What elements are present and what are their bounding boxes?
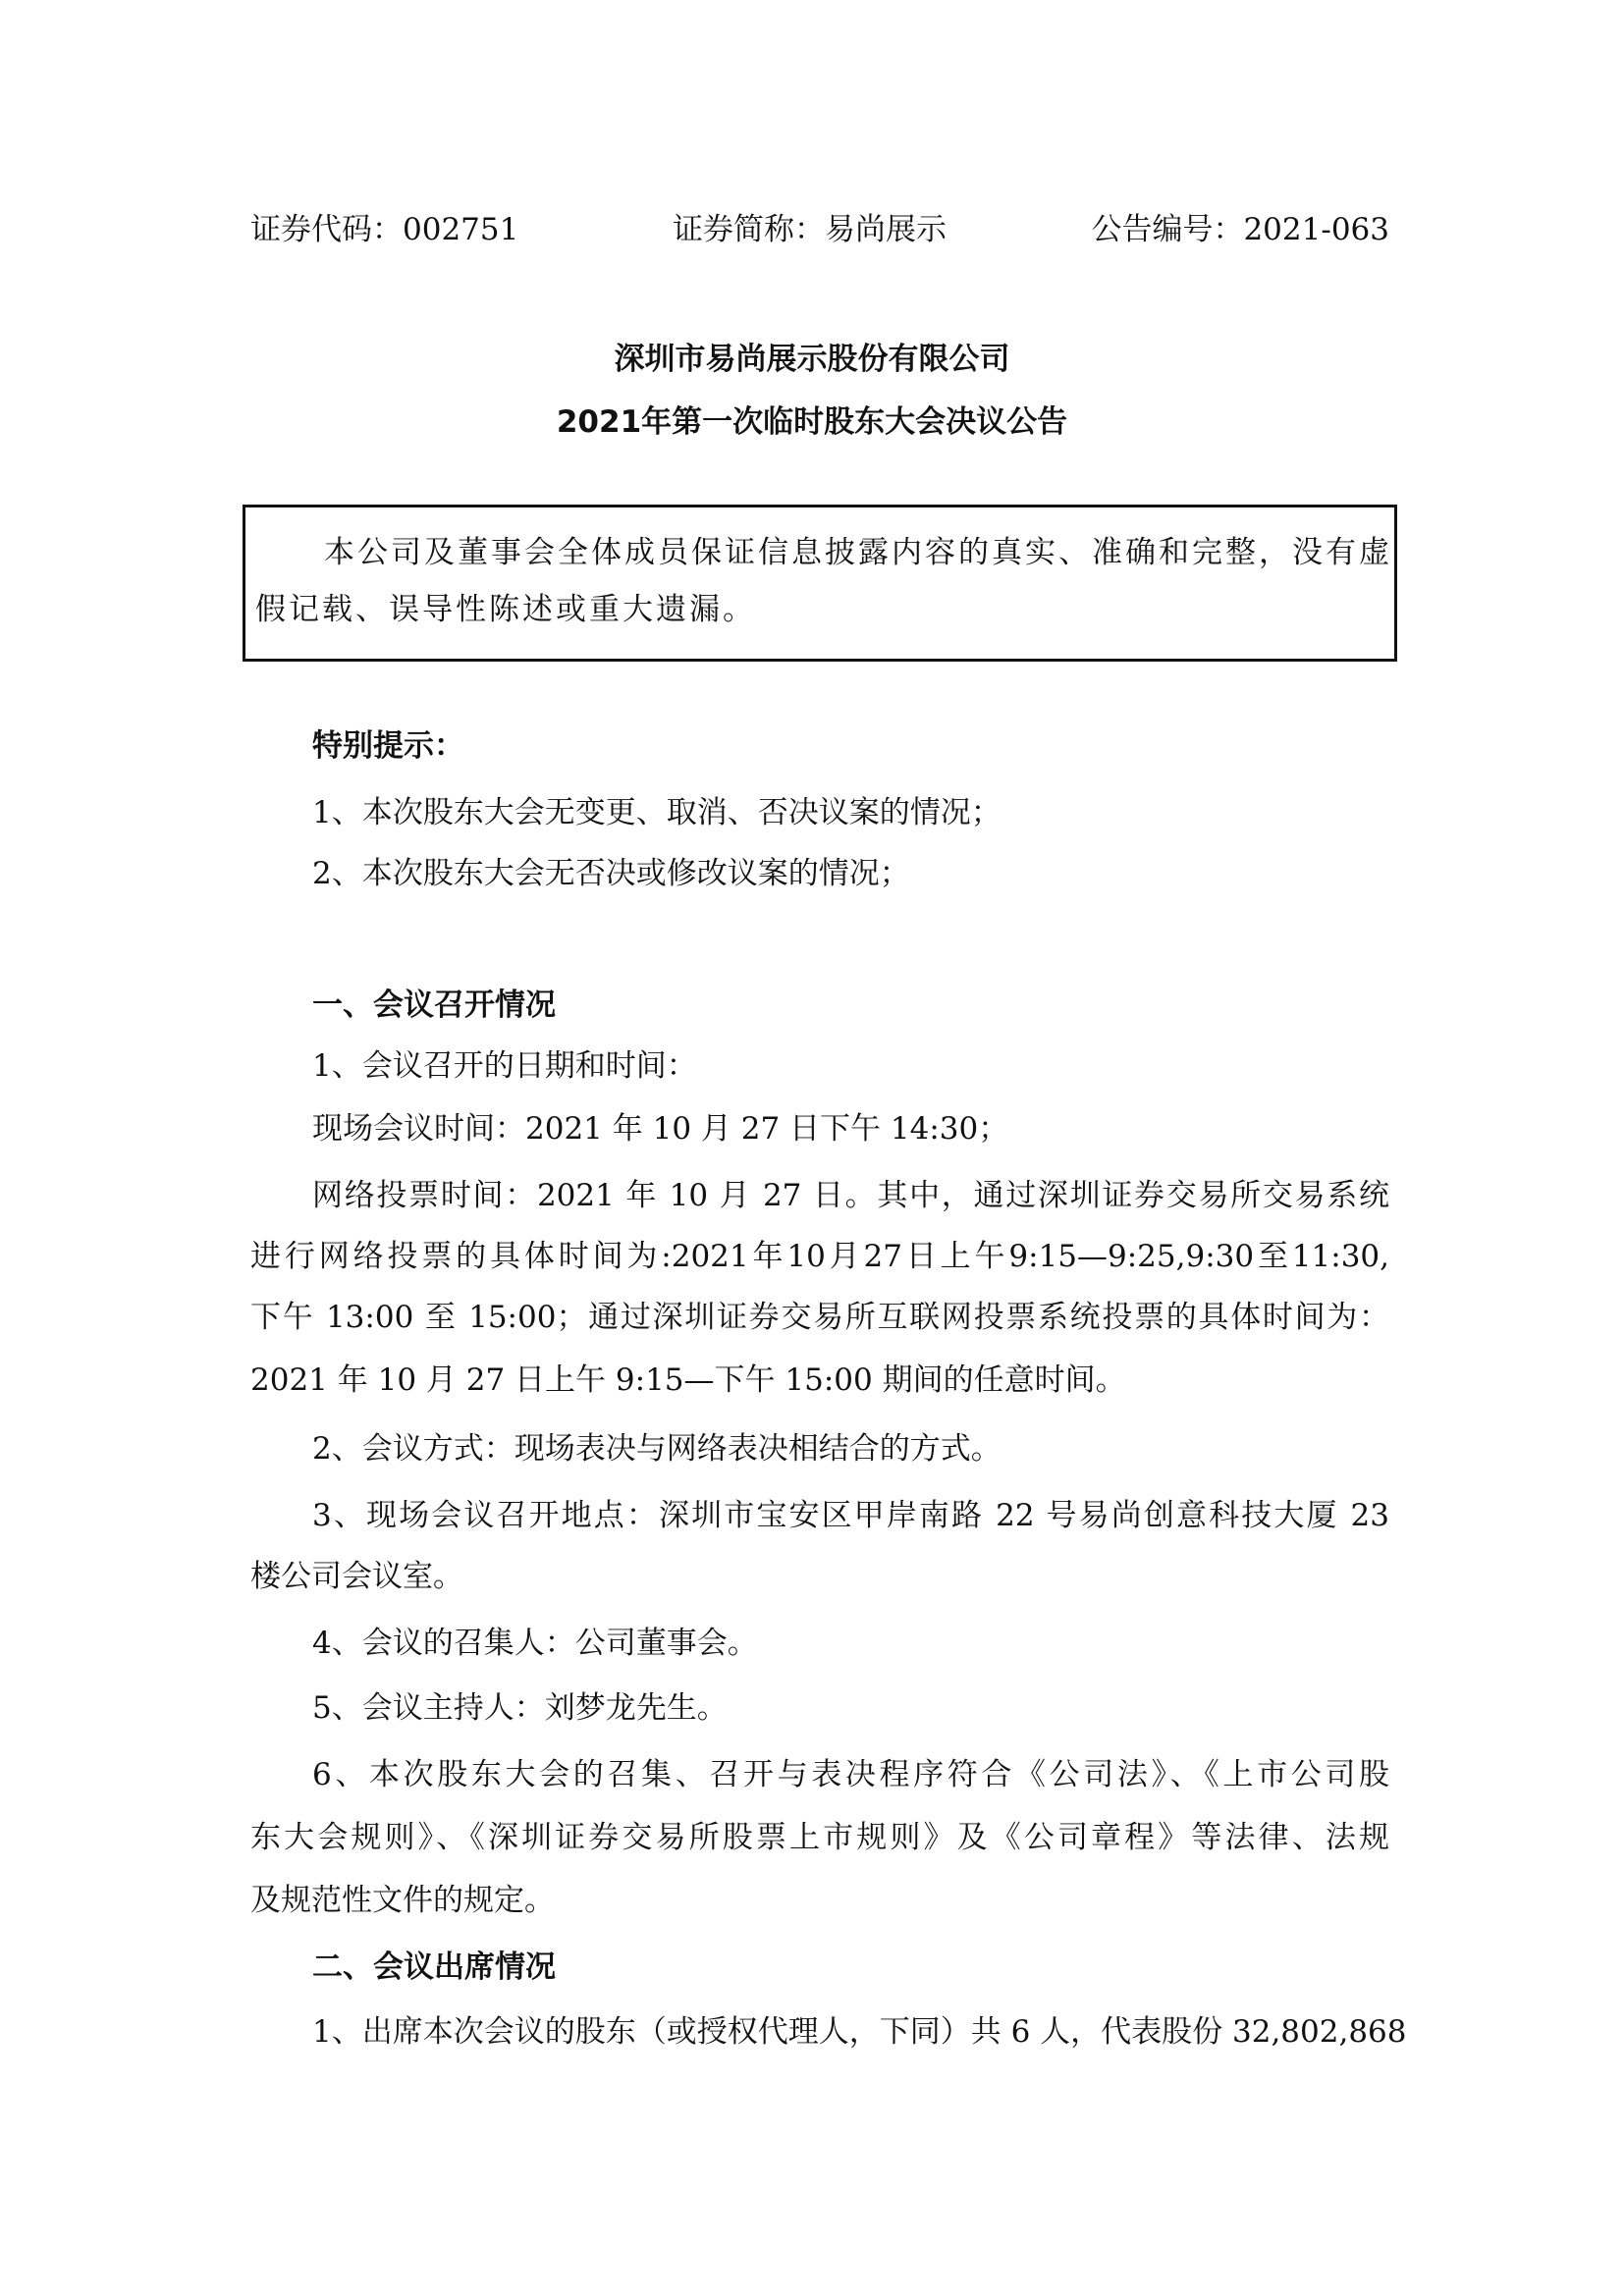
announcement-header bbox=[250, 208, 1389, 251]
meeting-venue-line-2: 楼公司会议室。 bbox=[250, 1559, 463, 1594]
special-notice-item-1: 1、本次股东大会无变更、取消、否决议案的情况； bbox=[312, 795, 1001, 830]
onsite-meeting-time: 现场会议时间：2021 年 10 月 27 日下午 14:30； bbox=[312, 1111, 1009, 1147]
announcement-title: 2021年第一次临时股东大会决议公告 bbox=[556, 404, 1068, 440]
disclaimer-box bbox=[243, 505, 1397, 662]
compliance-line-1: 6、本次股东大会的召集、召开与表决程序符合《公司法》、《上市公司股 bbox=[312, 1757, 1389, 1792]
meeting-convener: 4、会议的召集人：公司董事会。 bbox=[312, 1626, 758, 1661]
disclaimer-line-1: 本公司及董事会全体成员保证信息披露内容的真实、准确和完整，没有虚 bbox=[324, 535, 1392, 570]
compliance-line-2: 东大会规则》、《深圳证券交易所股票上市规则》及《公司章程》等法律、法规 bbox=[250, 1820, 1389, 1855]
stock-code: 证券代码：002751 bbox=[250, 212, 519, 247]
network-voting-line-2: 进行网络投票的具体时间为:2021年10月27日上午9:15—9:25,9:30至11:30, bbox=[250, 1239, 1389, 1274]
meeting-host: 5、会议主持人：刘梦龙先生。 bbox=[312, 1690, 728, 1726]
meeting-method: 2、会议方式：现场表决与网络表决相结合的方式。 bbox=[312, 1431, 1001, 1467]
meeting-venue-line-1: 3、现场会议召开地点：深圳市宝安区甲岸南路 22 号易尚创意科技大厦 23 bbox=[312, 1498, 1389, 1533]
company-name-title: 深圳市易尚展示股份有限公司 bbox=[614, 342, 1010, 377]
attendance-line-1: 1、出席本次会议的股东（或授权代理人，下同）共 6 人，代表股份 32,802,868 bbox=[312, 2014, 1407, 2050]
network-voting-line-1: 网络投票时间：2021 年 10 月 27 日。其中，通过深圳证券交易所交易系统 bbox=[312, 1178, 1389, 1213]
compliance-line-3: 及规范性文件的规定。 bbox=[250, 1883, 555, 1918]
special-notice-heading: 特别提示： bbox=[312, 728, 464, 764]
network-voting-line-3: 下午 13:00 至 15:00；通过深圳证券交易所互联网投票系统投票的具体时间为： bbox=[250, 1300, 1389, 1335]
section-2-heading: 二、会议出席情况 bbox=[312, 1949, 556, 1985]
special-notice-item-2: 2、本次股东大会无否决或修改议案的情况； bbox=[312, 856, 910, 891]
announcement-number: 公告编号：2021-063 bbox=[1091, 212, 1389, 247]
meeting-datetime-title: 1、会议召开的日期和时间： bbox=[312, 1048, 697, 1084]
disclaimer-line-2: 假记载、误导性陈述或重大遗漏。 bbox=[255, 592, 756, 627]
network-voting-line-4: 2021 年 10 月 27 日上午 9:15—下午 15:00 期间的任意时间。 bbox=[250, 1362, 1126, 1398]
section-1-heading: 一、会议召开情况 bbox=[312, 988, 556, 1023]
stock-abbreviation: 证券简称：易尚展示 bbox=[673, 212, 947, 247]
